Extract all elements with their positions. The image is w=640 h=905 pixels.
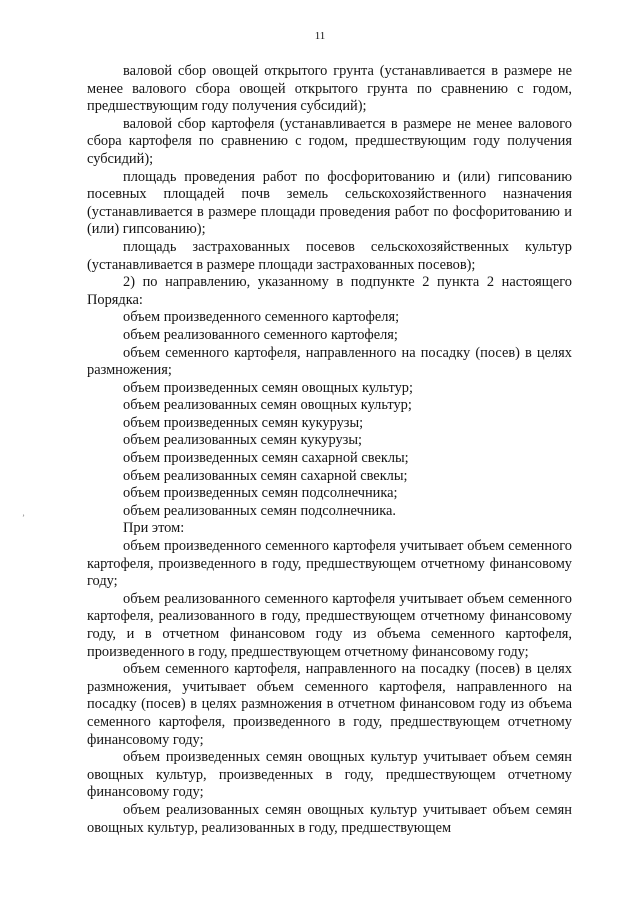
paragraph-vegetables-harvest: валовой сбор овощей открытого грунта (устанавливается в размере не менее валового сбора овощей открытого грунта по сравнению с годом, предшествующим году получения субсидий); (87, 63, 572, 115)
list-item: объем произведенных семян подсолнечника; (123, 485, 398, 502)
list-item: объем реализованных семян кукурузы; (123, 432, 362, 449)
list-item: объем реализованных семян подсолнечника. (123, 502, 396, 519)
paragraph-rule: объем реализованных семян овощных культур учитывает объем семян овощных культур, реализованных в году, предшествующем (87, 801, 572, 836)
list-item: объем реализованных семян сахарной свеклы; (123, 467, 408, 484)
list-item: объем произведенного семенного картофеля; (123, 309, 400, 326)
paragraph-rule: объем семенного картофеля, направленного на посадку (посев) в целях размножения, учитывает объем семенного картофеля, направленного на посадку (посев) в целях размножения в отчетном финансовом году из объема семенного картофеля, произведенного в году, предшествующем отчетному финансовому году; (87, 661, 572, 748)
list-item: объем реализованного семенного картофеля; (123, 326, 398, 343)
page-number: 11 (314, 30, 326, 42)
document-body (87, 63, 572, 837)
list-item: объем реализованных семян овощных культур; (123, 397, 412, 414)
paragraph-at-that: При этом: (123, 520, 185, 537)
list-item: объем произведенных семян сахарной свеклы; (123, 450, 409, 467)
paragraph-rule: объем произведенных семян овощных культур учитывает объем семян овощных культур, произведенных в году, предшествующем отчетному финансовому году; (87, 749, 572, 801)
list-item: объем произведенных семян кукурузы; (123, 414, 364, 431)
list-item: объем семенного картофеля, направленного на посадку (посев) в целях размножения; (87, 344, 572, 379)
paragraph-insured-crops-area: площадь застрахованных посевов сельскохозяйственных культур (устанавливается в размере площади застрахованных посевов); (87, 238, 572, 273)
paragraph-rule: объем произведенного семенного картофеля учитывает объем семенного картофеля, произведенного в году, предшествующем отчетному финансовому году; (87, 538, 572, 590)
paragraph-phosphoritization-area: площадь проведения работ по фосфоритованию и (или) гипсованию посевных площадей почв земель сельскохозяйственного назначения (устанавливается в размере площади проведения работ по фосфоритованию и (или) гипсованию); (87, 168, 572, 238)
paragraph-rule: объем реализованного семенного картофеля учитывает объем семенного картофеля, реализованного в году, предшествующем отчетному финансовому году, и в отчетном финансовом году из объема семенного картофеля, произведенного в году, предшествующем отчетному финансовому году; (87, 590, 572, 660)
list-item: объем произведенных семян овощных культур; (123, 379, 413, 396)
paragraph-direction-2: 2) по направлению, указанному в подпункте 2 пункта 2 настоящего Порядка: (87, 274, 572, 308)
paragraph-potato-harvest: валовой сбор картофеля (устанавливается в размере не менее валового сбора картофеля по сравнению с годом, предшествующим году получения субсидий); (87, 115, 572, 167)
scan-mark: ’ (22, 513, 25, 523)
